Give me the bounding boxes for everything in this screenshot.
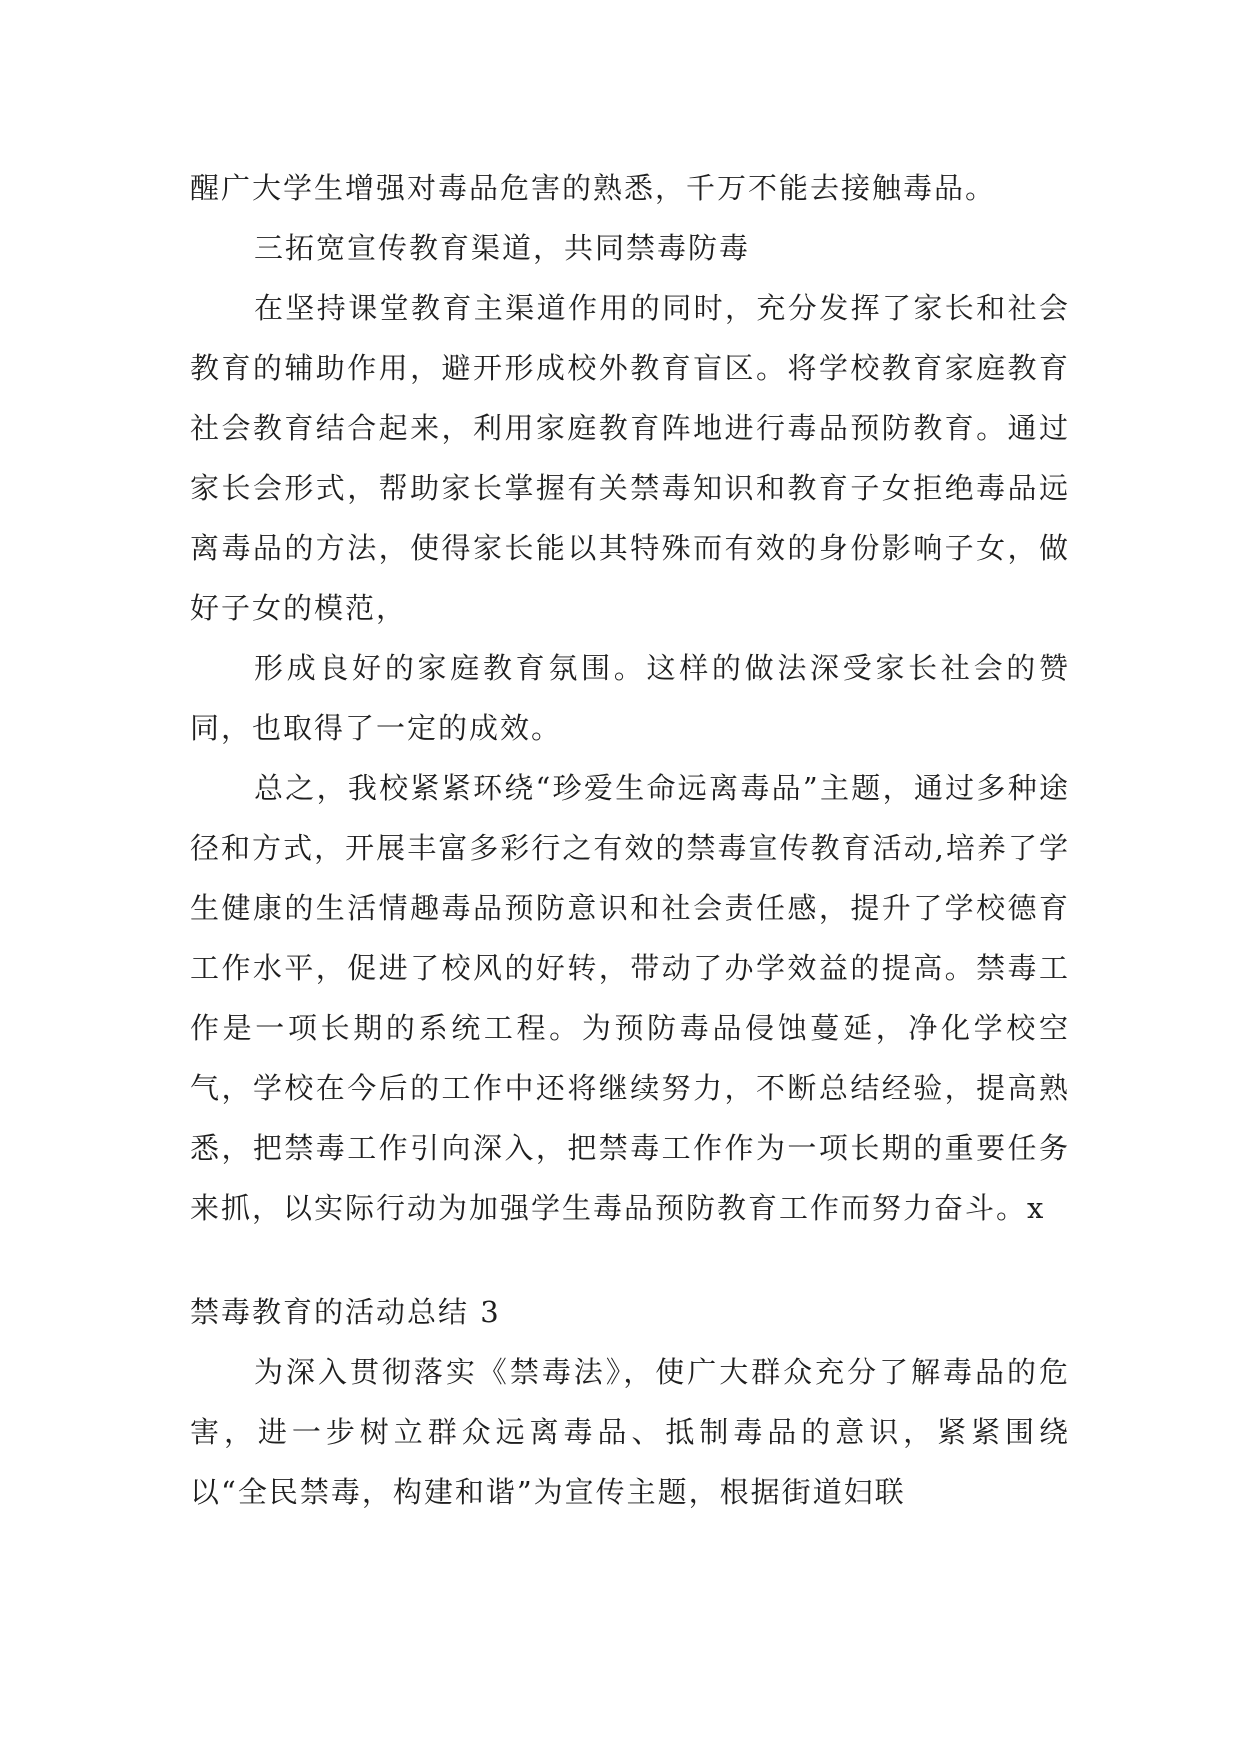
- paragraph: 为深入贯彻落实《禁毒法》，使广大群众充分了解毒品的危害，进一步树立群众远离毒品、抵制毒品的意识，紧紧围绕以“全民禁毒，构建和谐”为宣传主题，根据街道妇联: [190, 1355, 1070, 1509]
- section-title: 禁毒教育的活动总结 3: [190, 1295, 501, 1329]
- paragraph: 形成良好的家庭教育氛围。这样的做法深受家长社会的赞同，也取得了一定的成效。: [190, 651, 1070, 745]
- document-body: [190, 158, 1070, 1522]
- subheading: 三拓宽宣传教育渠道，共同禁毒防毒: [254, 231, 751, 265]
- paragraph: 在坚持课堂教育主渠道作用的同时，充分发挥了家长和社会教育的辅助作用，避开形成校外教育盲区。将学校教育家庭教育社会教育结合起来，利用家庭教育阵地进行毒品预防教育。通过家长会形式，帮助家长掌握有关禁毒知识和教育子女拒绝毒品远离毒品的方法，使得家长能以其特殊而有效的身份影响子女，做好子女的模范，: [190, 291, 1070, 625]
- paragraph: 总之，我校紧紧环绕“珍爱生命远离毒品”主题，通过多种途径和方式，开展丰富多彩行之有效的禁毒宣传教育活动,培养了学生健康的生活情趣毒品预防意识和社会责任感，提升了学校德育工作水平，促进了校风的好转，带动了办学效益的提高。禁毒工作是一项长期的系统工程。为预防毒品侵蚀蔓延，净化学校空气，学校在今后的工作中还将继续努力，不断总结经验，提高熟悉，把禁毒工作引向深入，把禁毒工作作为一项长期的重要任务来抓，以实际行动为加强学生毒品预防教育工作而努力奋斗。x: [190, 771, 1070, 1225]
- paragraph: 醒广大学生增强对毒品危害的熟悉，千万不能去接触毒品。: [190, 171, 997, 205]
